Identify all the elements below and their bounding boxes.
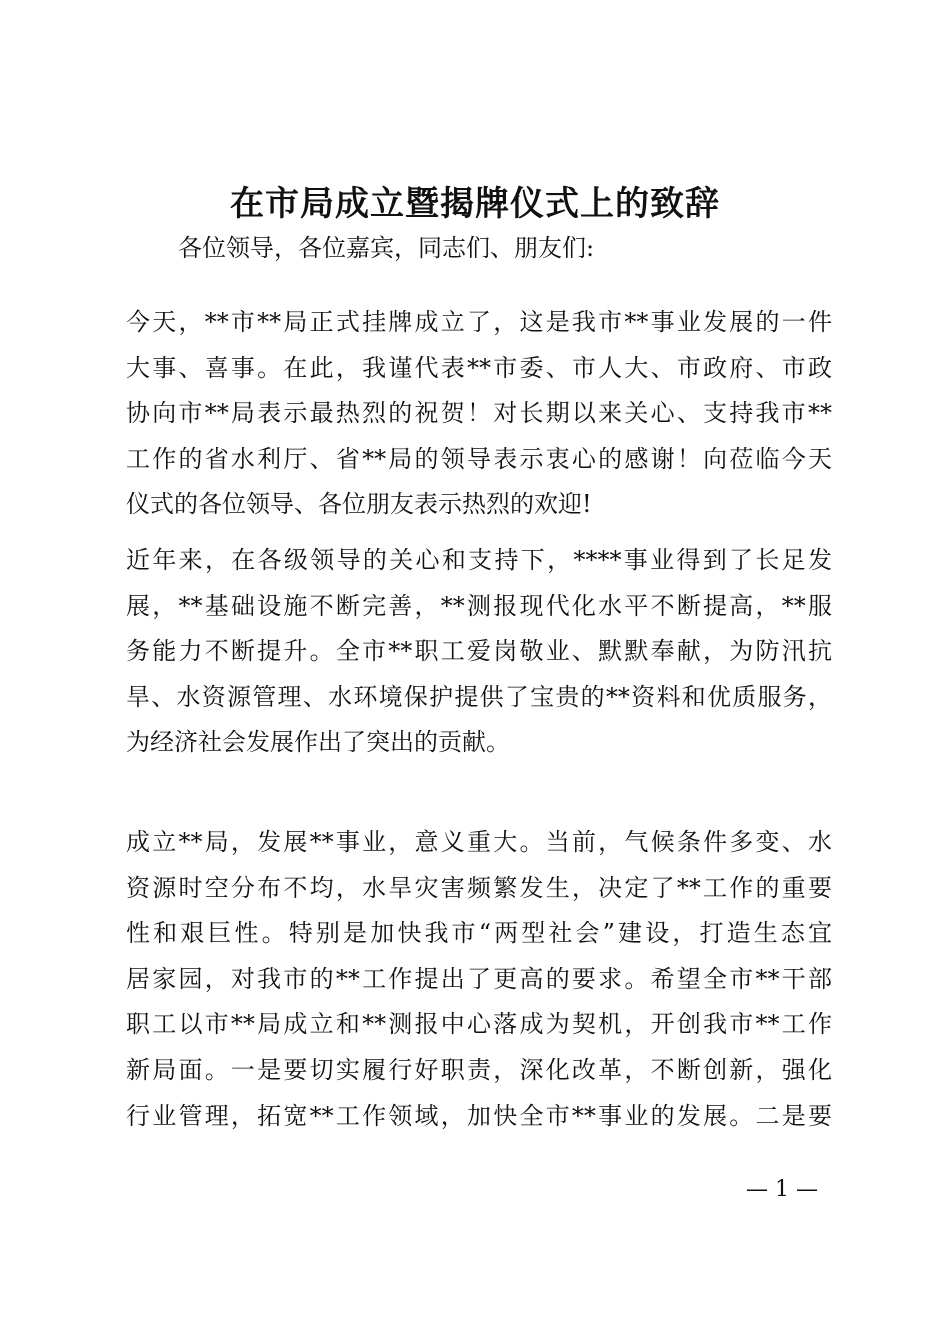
text-line: 旱、水资源管理、水环境保护提供了宝贵的**资料和优质服务， <box>126 682 832 711</box>
text-line: 近年来，在各级领导的关心和支持下，****事业得到了长足发 <box>126 546 832 574</box>
paragraph-1 <box>126 300 832 528</box>
text-line: 展，**基础设施不断完善，**测报现代化水平不断提高，**服 <box>126 591 832 620</box>
text-line: 协向市**局表示最热烈的祝贺！对长期以来关心、支持我市** <box>126 399 832 428</box>
text-line: 成立**局，发展**事业，意义重大。当前，气候条件多变、水 <box>126 828 832 856</box>
paragraph-2 <box>126 538 832 766</box>
text-line: 为经济社会发展作出了突出的贡献。 <box>126 728 510 757</box>
greeting: 各位领导，各位嘉宾，同志们、朋友们: <box>178 234 595 262</box>
text-line: 工作的省水利厅、省**局的领导表示衷心的感谢！向莅临今天 <box>126 444 832 473</box>
text-line: 新局面。一是要切实履行好职责，深化改革，不断创新，强化 <box>126 1055 832 1084</box>
page-number: — 1 — <box>746 1177 818 1202</box>
text-line: 行业管理，拓宽**工作领域，加快全市**事业的发展。二是要 <box>126 1101 832 1130</box>
text-line: 资源时空分布不均，水旱灾害频繁发生，决定了**工作的重要 <box>126 873 832 902</box>
document-title: 在市局成立暨揭牌仪式上的致辞 <box>230 184 720 224</box>
text-line: 仪式的各位领导、各位朋友表示热烈的欢迎! <box>126 490 592 519</box>
text-line: 今天，**市**局正式挂牌成立了，这是我市**事业发展的一件 <box>126 308 832 336</box>
text-line: 职工以市**局成立和**测报中心落成为契机，开创我市**工作 <box>126 1010 832 1039</box>
text-line: 务能力不断提升。全市**职工爱岗敬业、默默奉献，为防汛抗 <box>126 637 832 666</box>
text-line: 性和艰巨性。特别是加快我市“两型社会”建设，打造生态宜 <box>126 919 832 948</box>
text-line: 大事、喜事。在此，我谨代表**市委、市人大、市政府、市政 <box>126 353 832 382</box>
paragraph-3 <box>126 820 832 1139</box>
text-line: 居家园，对我市的**工作提出了更高的要求。希望全市**干部 <box>126 964 832 993</box>
